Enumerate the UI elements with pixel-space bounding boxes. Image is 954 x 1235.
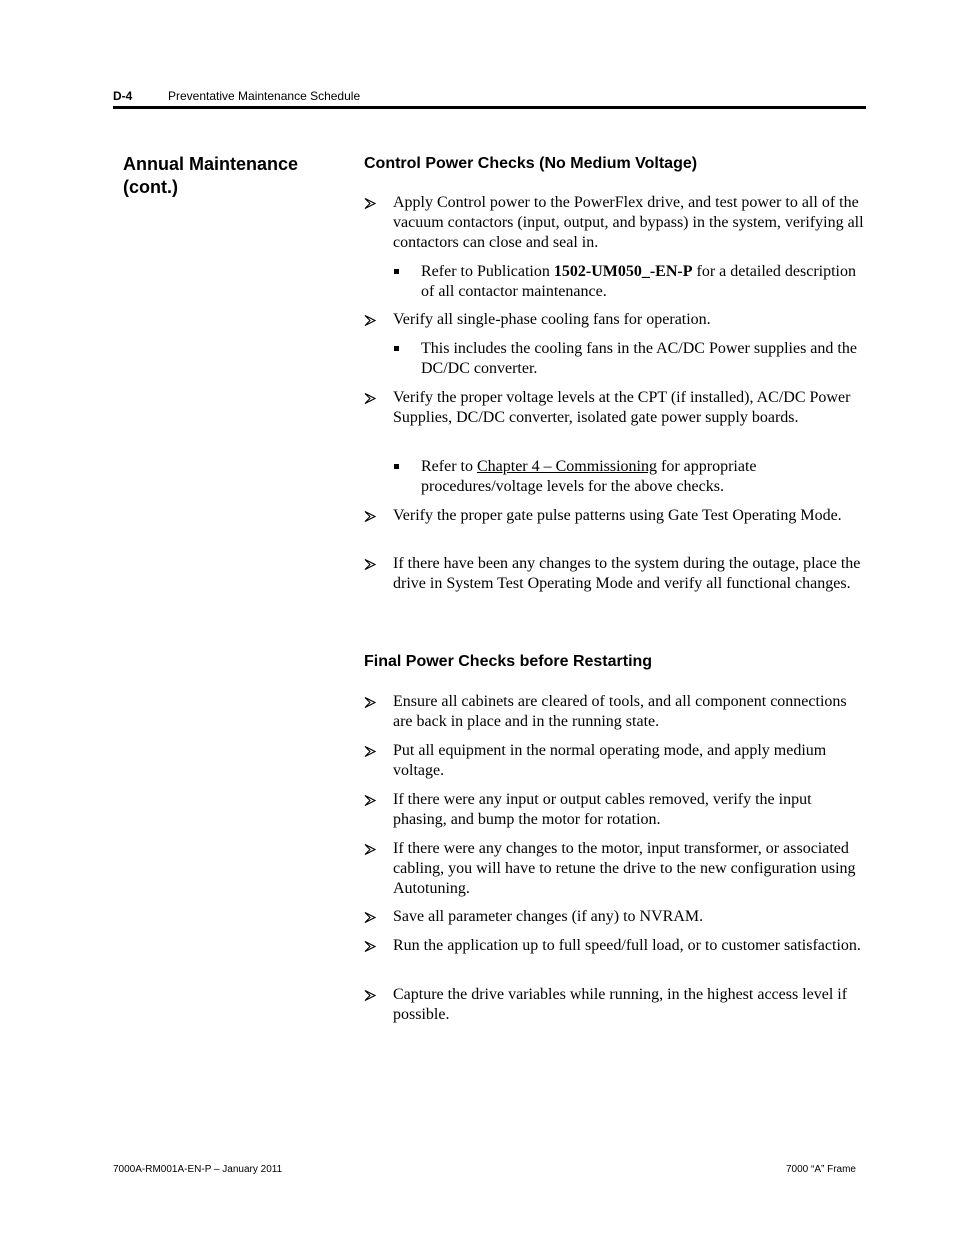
arrow-bullet-icon xyxy=(364,985,384,1001)
section-heading-control-power: Control Power Checks (No Medium Voltage) xyxy=(364,155,698,172)
arrow-bullet-icon xyxy=(364,193,384,209)
square-bullet-icon xyxy=(394,269,399,274)
arrow-bullet-icon xyxy=(364,506,384,522)
sub-list-item: This includes the cooling fans in the AC/DC Power supplies and the DC/DC converter. xyxy=(393,339,866,379)
list-item: Verify the proper voltage levels at the CPT (if installed), AC/DC Power Supplies, DC/DC converter, isolated gate power supply boards. xyxy=(364,388,864,428)
sub-list-item: Refer to Chapter 4 – Commissioning for appropriate procedures/voltage levels for the above checks. xyxy=(393,457,866,497)
side-title xyxy=(123,153,323,199)
list-item: Verify the proper gate pulse patterns using Gate Test Operating Mode. xyxy=(364,506,864,526)
square-bullet-icon xyxy=(394,464,399,469)
arrow-bullet-icon xyxy=(364,790,384,806)
arrow-bullet-icon xyxy=(364,839,384,855)
footer-product: 7000 “A” Frame xyxy=(785,1164,856,1175)
list-item: If there were any input or output cables removed, verify the input phasing, and bump the motor for rotation. xyxy=(364,790,864,830)
arrow-bullet-icon xyxy=(364,692,384,708)
header-title: Preventative Maintenance Schedule xyxy=(168,89,361,103)
list-item: If there were any changes to the motor, input transformer, or associated cabling, you will have to retune the drive to the new configuration using Autotuning. xyxy=(364,839,864,899)
list-item: Run the application up to full speed/full load, or to customer satisfaction. xyxy=(364,936,864,956)
list-item: Put all equipment in the normal operating mode, and apply medium voltage. xyxy=(364,741,864,781)
chapter-4-link[interactable]: Chapter 4 – Commissioning xyxy=(476,458,657,475)
list-item: Apply Control power to the PowerFlex drive, and test power to all of the vacuum contactors (input, output, and bypass) in the system, verifying all contactors can close and seal in. xyxy=(364,193,864,253)
section-heading-final-power: Final Power Checks before Restarting xyxy=(364,653,653,670)
arrow-bullet-icon xyxy=(364,936,384,952)
header-rule xyxy=(113,106,866,109)
list-item: Save all parameter changes (if any) to NVRAM. xyxy=(364,907,864,927)
arrow-bullet-icon xyxy=(364,741,384,757)
side-title-line-1: Annual Maintenance xyxy=(123,154,299,174)
arrow-bullet-icon xyxy=(364,907,384,923)
page-code: D-4 xyxy=(113,89,133,103)
arrow-bullet-icon xyxy=(364,554,384,570)
list-item: Capture the drive variables while running, in the highest access level if possible. xyxy=(364,985,864,1025)
list-item: Ensure all cabinets are cleared of tools, and all component connections are back in place and in the running state. xyxy=(364,692,864,732)
list-item: Verify all single-phase cooling fans for operation. xyxy=(364,310,864,330)
arrow-bullet-icon xyxy=(364,310,384,326)
square-bullet-icon xyxy=(394,346,399,351)
publication-ref: 1502-UM050_-EN-P xyxy=(553,263,693,280)
side-title-line-2: (cont.) xyxy=(123,177,178,197)
footer-publication: 7000A-RM001A-EN-P – January 2011 xyxy=(113,1164,283,1175)
list-item: If there have been any changes to the system during the outage, place the drive in System Test Operating Mode and verify all functional changes. xyxy=(364,554,864,594)
sub-list-item: Refer to Publication 1502-UM050_-EN-P for a detailed description of all contactor maintenance. xyxy=(393,262,866,302)
arrow-bullet-icon xyxy=(364,388,384,404)
page-header xyxy=(113,87,866,109)
